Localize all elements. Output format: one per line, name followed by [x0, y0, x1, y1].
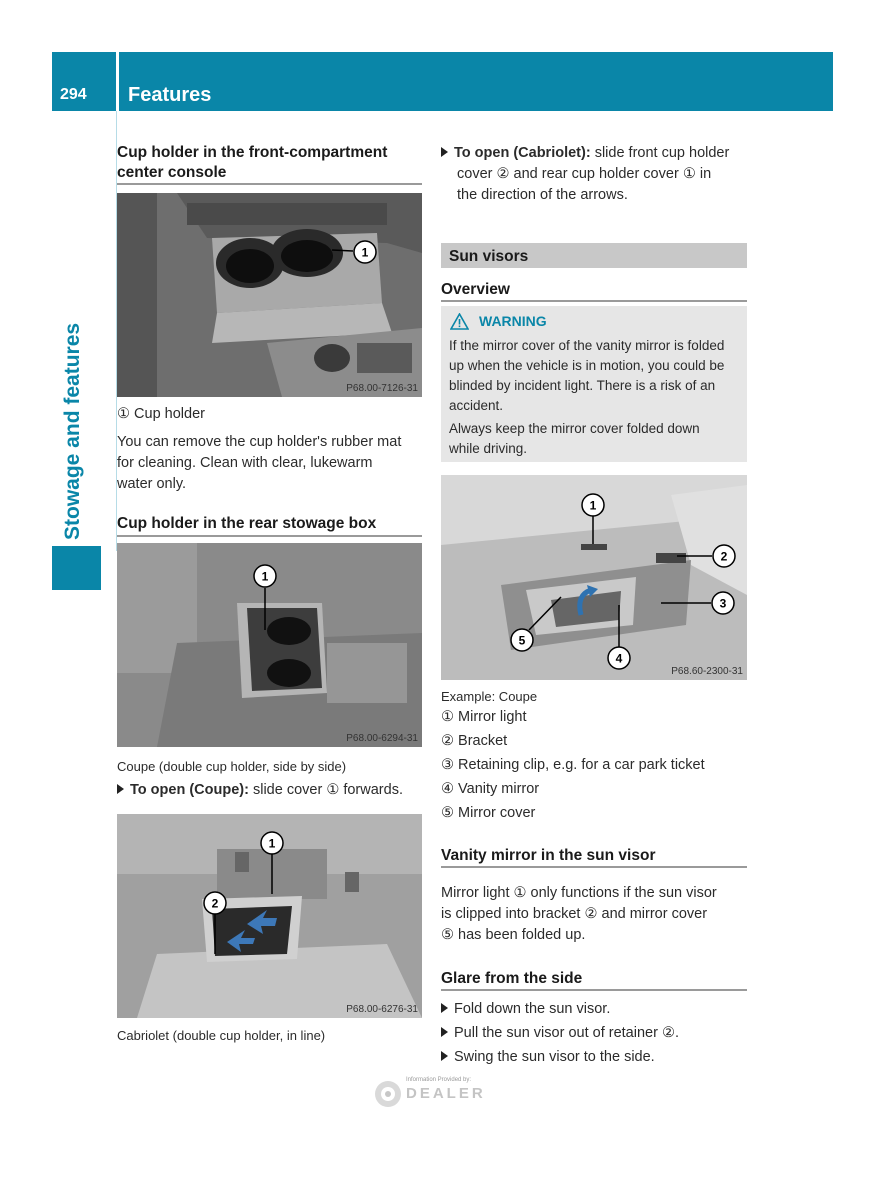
- step-open-coupe: [117, 780, 403, 801]
- callout-5: 5: [518, 633, 526, 648]
- paragraph-line: You can remove the cup holder's rubber mat: [117, 434, 402, 450]
- warning-line: blinded by incident light. There is a risk of an: [449, 378, 716, 393]
- paragraph-line: [441, 883, 753, 904]
- sun-visor-image: [441, 475, 747, 680]
- legend-number: ⑤: [441, 805, 454, 821]
- callout-1: 1: [589, 498, 597, 513]
- legend-text: Mirror light: [458, 709, 527, 725]
- title-line: Cup holder in the front-compartment: [117, 144, 388, 161]
- warning-line: Always keep the mirror cover folded down: [449, 421, 700, 436]
- front-console-illustration: [117, 193, 422, 397]
- legend-item: [441, 707, 751, 731]
- side-tab-label: Stowage and features: [61, 322, 84, 540]
- bullet-arrow-icon: [117, 784, 124, 794]
- legend-item: [441, 731, 751, 755]
- legend-text: Bracket: [458, 733, 508, 749]
- step-item: [441, 1047, 753, 1071]
- image-reference-code: P68.60-2300-31: [671, 666, 743, 677]
- step-text: cover: [457, 166, 493, 182]
- side-tab-marker: [52, 546, 101, 590]
- legend-number: ③: [441, 757, 454, 773]
- image-reference-code: P68.00-7126-31: [346, 383, 418, 394]
- rear-stowage-cabriolet-image: [117, 814, 422, 1018]
- rear-stowage-coupe-image: [117, 543, 422, 747]
- section-title-front-cup-holder: [117, 143, 427, 183]
- para-text: and mirror cover: [601, 906, 708, 922]
- warning-line: If the mirror cover of the vanity mirror is folded: [449, 338, 725, 353]
- page-number: 294: [60, 86, 87, 103]
- title-line: center console: [117, 164, 227, 181]
- image-reference-code: P68.00-6276-31: [346, 1004, 418, 1015]
- rear-stowage-coupe-illustration: [117, 543, 422, 747]
- callout-1: 1: [268, 836, 276, 851]
- sun-visors-title: Sun visors: [449, 248, 529, 265]
- glare-steps: [441, 999, 753, 1071]
- section-title-rear-stowage: Cup holder in the rear stowage box: [117, 515, 377, 532]
- callout-1: 1: [361, 245, 369, 260]
- logo-text: DEALER: [406, 1085, 486, 1102]
- front-console-cup-holder-image: [117, 193, 422, 397]
- bullet-arrow-icon: [441, 1027, 448, 1037]
- callout-2: 2: [211, 896, 219, 911]
- step-text: slide cover: [252, 782, 323, 798]
- example-caption: Example: Coupe: [441, 689, 538, 704]
- cleaning-paragraph: [117, 432, 429, 495]
- caption-cabriolet: Cabriolet (double cup holder, in line): [117, 1028, 326, 1043]
- step-text: Fold down the sun visor.: [454, 1001, 611, 1017]
- para-number: ②: [584, 906, 598, 922]
- para-text: Mirror light: [441, 885, 510, 901]
- section-rule: [441, 866, 747, 868]
- header-title: Features: [128, 84, 212, 106]
- image-reference-code: P68.00-6294-31: [346, 733, 418, 744]
- step-number: ①: [682, 166, 696, 182]
- callout-1: 1: [261, 569, 269, 584]
- step-open-cabriolet: [441, 143, 751, 206]
- para-text: has been folded up.: [458, 927, 586, 943]
- legend-item-cup-holder: [117, 404, 205, 425]
- paragraph-line: for cleaning. Clean with clear, lukewarm: [117, 455, 373, 471]
- legend-number: ①: [117, 406, 130, 422]
- step-text: Swing the sun visor to the side.: [454, 1049, 655, 1065]
- step-label: To open (Coupe):: [130, 782, 249, 798]
- legend-text: Vanity mirror: [458, 781, 540, 797]
- section-rule: [441, 300, 747, 302]
- legend-text: Retaining clip, e.g. for a car park ticket: [458, 757, 705, 773]
- glare-title: Glare from the side: [441, 970, 583, 987]
- rear-stowage-cabriolet-illustration: [117, 814, 422, 1018]
- para-text: is clipped into bracket: [441, 906, 581, 922]
- para-number: ⑤: [441, 927, 454, 943]
- step-text: and rear cup holder cover: [513, 166, 679, 182]
- warning-line: up when the vehicle is in motion, you could be: [449, 358, 725, 373]
- warning-text: [449, 336, 745, 459]
- step-text: in: [699, 166, 712, 182]
- logo-small-text: Information Provided by:: [406, 1077, 472, 1083]
- step-number: ②: [496, 166, 510, 182]
- callout-2: 2: [720, 549, 728, 564]
- legend-number: ④: [441, 781, 454, 797]
- sun-visor-illustration: [441, 475, 747, 680]
- step-label: To open (Cabriolet):: [454, 145, 591, 161]
- step-line: [441, 164, 751, 185]
- legend-text: Mirror cover: [458, 805, 536, 821]
- step-text: .: [674, 1025, 679, 1041]
- warning-line: accident.: [449, 398, 504, 413]
- bullet-arrow-icon: [441, 147, 448, 157]
- step-text: forwards.: [343, 782, 403, 798]
- step-line: the direction of the arrows.: [457, 187, 628, 203]
- bullet-arrow-icon: [441, 1003, 448, 1013]
- para-number: ①: [513, 885, 527, 901]
- paragraph-line: [441, 904, 753, 925]
- bullet-arrow-icon: [441, 1051, 448, 1061]
- warning-line: while driving.: [449, 441, 528, 456]
- section-rule: [441, 989, 747, 991]
- caption-coupe: Coupe (double cup holder, side by side): [117, 759, 347, 774]
- vanity-mirror-title: Vanity mirror in the sun visor: [441, 847, 656, 864]
- legend-item: [441, 779, 751, 803]
- vanity-mirror-paragraph: [441, 883, 753, 946]
- legend-item: [441, 803, 751, 827]
- warning-triangle-icon: [450, 313, 469, 330]
- section-rule: [117, 183, 422, 185]
- legend-number: ①: [441, 709, 454, 725]
- paragraph-line: water only.: [117, 476, 187, 492]
- step-item: [441, 1023, 753, 1047]
- callout-3: 3: [719, 596, 727, 611]
- warning-label: WARNING: [479, 313, 547, 329]
- para-text: only functions if the sun visor: [530, 885, 717, 901]
- step-number: ①: [326, 782, 340, 798]
- paragraph-line: [441, 925, 753, 946]
- header-separator: [116, 52, 119, 111]
- step-item: [441, 999, 753, 1023]
- callout-4: 4: [615, 651, 623, 666]
- legend-text: Cup holder: [134, 406, 205, 422]
- overview-title: Overview: [441, 281, 510, 298]
- step-text: Pull the sun visor out of retainer: [454, 1025, 658, 1041]
- dealer-logo: [372, 1075, 512, 1116]
- section-rule: [117, 535, 422, 537]
- step-text: slide front cup holder: [594, 145, 730, 161]
- legend-item: [441, 755, 751, 779]
- sun-visor-legend: [441, 707, 751, 827]
- legend-number: ②: [441, 733, 454, 749]
- step-number: ②: [661, 1025, 675, 1041]
- step-line: [441, 143, 751, 164]
